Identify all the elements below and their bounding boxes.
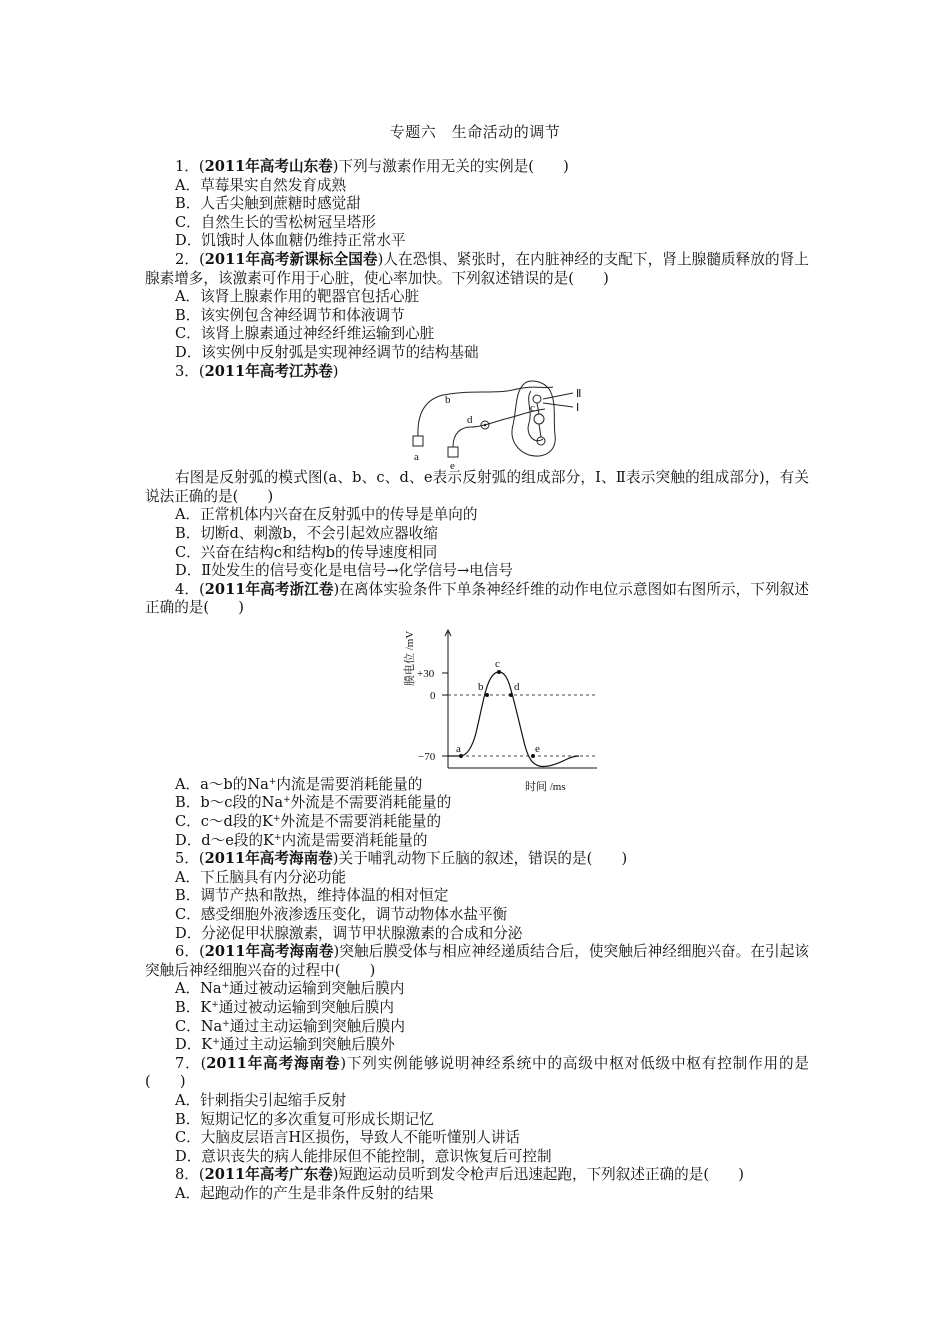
question-list [145,158,809,1204]
label-point-c: c [495,657,500,670]
tick-minus70: −70 [418,750,436,763]
question-text: ) [332,362,339,380]
option-c: C．大脑皮层语言H区损伤，导致人不能听懂别人讲话 [175,1129,520,1147]
question-source: 2011年高考广东卷 [204,1166,333,1184]
option-c: C．Na+通过主动运输到突触后膜内 [175,1017,405,1035]
option-c: C．c～d段的K+外流是不需要消耗能量的 [175,813,442,831]
reflex-arc-figure [145,381,809,473]
page-title: 专题六 生命活动的调节 [389,123,561,141]
effector-box [448,447,458,457]
question-text: )人在恐惧、紧张时，在内脏神经的支配下，肾上腺髓质释放的肾上腺素增多，该激素可作用于心脏，使心率加快。下列叙述错误的是( ) [145,250,809,287]
question-number: 4． [175,580,200,598]
option-b: B．人舌尖触到蔗糖时感觉甜 [175,195,361,213]
question-text: )下列实例能够说明神经系统中的高级中枢对低级中枢有控制作用的是( ) [145,1054,809,1091]
option-d: D．Ⅱ处发生的信号变化是电信号→化学信号→电信号 [175,562,513,580]
paren: ( [198,362,205,380]
option-b: B．切断d、刺激b，不会引起效应器收缩 [175,524,438,542]
question-number: 8． [175,1166,199,1184]
option-a: A．该肾上腺素作用的靶器官包括心脏 [175,288,420,306]
question-text: )下列与激素作用无关的实例是( ) [332,158,569,175]
option-b: B．该实例包含神经调节和体液调节 [175,306,405,324]
paren: ( [198,158,205,175]
option-d: D．分泌促甲状腺激素，调节甲状腺激素的合成和分泌 [175,924,523,942]
option-d: D．K+通过主动运输到突触后膜外 [175,1036,395,1054]
label-point-d: d [514,680,520,693]
question-1-stem [145,158,809,177]
option-a: A．正常机体内兴奋在反射弧中的传导是单向的 [175,506,478,524]
option-a: A．针刺指尖引起缩手反射 [175,1091,347,1109]
paren: ( [198,850,205,868]
label-e: e [450,460,455,473]
option-b: B．调节产热和散热，维持体温的相对恒定 [175,887,449,905]
question-4-stem [145,581,809,618]
question-number: 5． [175,850,199,868]
label-synapse-ii: Ⅱ [576,388,582,401]
receptor-box [413,436,423,446]
question-text: )短跑运动员听到发令枪声后迅速起跑，下列叙述正确的是( ) [332,1166,744,1184]
label-point-b: b [478,680,484,693]
question-5-stem [145,850,809,869]
question-number: 6． [175,943,200,961]
paren: ( [198,1166,205,1184]
synapse-ii-pointer [543,393,573,399]
label-synapse-i: Ⅰ [576,402,580,415]
point-c [497,670,501,674]
interneuron-c [534,414,544,424]
option-a: A．草莓果实自然发育成熟 [175,176,347,194]
option-c: C．感受细胞外液渗透压变化，调节动物体水盐平衡 [175,906,508,924]
question-8-stem [145,1166,809,1185]
paren: ( [200,1054,207,1072]
option-b: B．短期记忆的多次重复可形成长期记忆 [175,1110,434,1128]
question-text: )在离体实验条件下单条神经纤维的动作电位示意图如右图所示，下列叙述正确的是( ) [145,580,809,617]
question-3-stem [145,363,809,382]
synapse-i-pointer [543,403,573,407]
option-a: A．Na+通过被动运输到突触后膜内 [175,980,405,998]
x-axis-label: 时间 /ms [525,780,566,793]
question-number: 1． [175,158,199,175]
tick-zero: 0 [430,689,436,702]
option-c: C．兴奋在结构c和结构b的传导速度相同 [175,543,438,561]
reflex-arc-diagram [145,381,809,473]
question-source: 2011年高考浙江卷 [204,580,334,598]
option-d: D．意识丧失的病人能排尿但不能控制，意识恢复后可控制 [175,1147,552,1165]
question-source: 2011年高考江苏卷 [204,362,333,380]
label-d: d [467,414,473,427]
question-number: 3． [175,362,199,380]
question-source: 2011年高考海南卷 [204,850,333,868]
option-a: A．下丘脑具有内分泌功能 [175,868,347,886]
option-c: C．该肾上腺素通过神经纤维运输到心脏 [175,325,435,343]
option-b: B．b～c段的Na+外流是不需要消耗能量的 [175,794,452,812]
label-a: a [414,451,419,464]
paren: ( [199,250,205,268]
question-6-stem [145,943,809,980]
question-7-stem [145,1055,809,1092]
option-d: D．d～e段的K+内流是需要消耗能量的 [175,831,428,849]
point-d [509,693,513,697]
label-point-a: a [456,742,461,755]
y-axis-label: 膜电位 /mV [404,630,416,686]
option-c: C．自然生长的雪松树冠呈塔形 [175,213,376,231]
label-c: c [530,402,535,415]
label-b: b [445,394,451,407]
option-b: B．K+通过被动运输到突触后膜内 [175,999,394,1016]
question-number: 2． [175,250,200,268]
label-point-e: e [535,742,540,755]
paren: ( [199,943,205,961]
option-a: A．起跑动作的产生是非条件反射的结果 [175,1184,434,1202]
question-text: )关于哺乳动物下丘脑的叙述，错误的是( ) [332,850,628,868]
option-d: D．该实例中反射弧是实现神经调节的结构基础 [175,343,479,361]
question-source: 2011年高考海南卷 [206,1054,341,1072]
option-d: D．饥饿时人体血糖仍维持正常水平 [175,232,406,250]
question-source: 2011年高考山东卷 [204,158,333,175]
option-a: A．a～b的Na+内流是需要消耗能量的 [175,775,423,793]
question-text: )突触后膜受体与相应神经递质结合后，使突触后神经细胞兴奋。在引起该突触后神经细胞兴奋的过程中( ) [145,943,809,979]
question-2-stem [145,251,809,288]
tick-plus30: +30 [417,667,435,680]
question-3-context: 右图是反射弧的模式图(a、b、c、d、e表示反射弧的组成部分，Ⅰ、Ⅱ表示突触的组成部分)，有关说法正确的是( ) [145,469,809,505]
paren: ( [199,580,205,598]
point-b [485,693,489,697]
question-source: 2011年高考新课标全国卷 [204,250,378,268]
question-number: 7． [175,1054,201,1072]
question-source: 2011年高考海南卷 [204,943,334,961]
